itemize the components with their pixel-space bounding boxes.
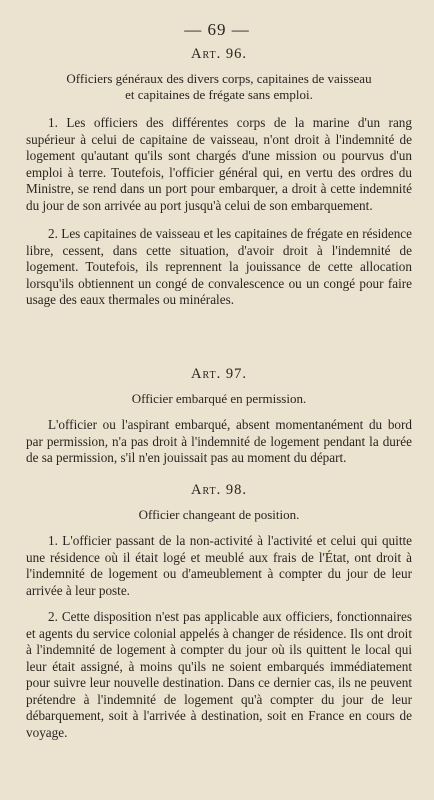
- article-subtitle: [26, 391, 412, 407]
- page-number: — 69 —: [184, 20, 250, 39]
- article-97: [26, 366, 412, 467]
- article-subtitle: [26, 71, 412, 103]
- article-paragraph: L'officier ou l'aspirant embarqué, absent momentanément du bord par permission, n'a pas droit à l'indemnité de logement pendant la durée de sa permission, s'il n'en jouissait pas au moment du départ.: [26, 417, 412, 465]
- subtitle-line: Officier changeant de position.: [138, 507, 300, 522]
- article-98: [26, 482, 412, 741]
- article-paragraph: 2. Cette disposition n'est pas applicable aux officiers, fonctionnaires et agents du service colonial appelés à changer de résidence. Ils ont droit à l'indemnité de logement à compter du jour où ils quittent le local qui leur était assigné, à moins qu'ils ne soient embarqués immédiatement pour suivre leur nouvelle destination. Dans ce dernier cas, ils ne peuvent prétendre à l'indemnité de logement qu'à compter du jour de leur débarquement, soit à l'arrivée à destination, soit en France en cours de voyage.: [26, 609, 412, 740]
- article-heading: Art. 98.: [190, 482, 248, 498]
- article-paragraph: 2. Les capitaines de vaisseau et les capitaines de frégate en résidence libre, cessent, dans cette situation, d'avoir droit à l'indemnité de logement. Toutefois, ils reprennent la jouissance de cette allocation lorsqu'ils obtiennent un congé de convalescence ou un congé pour faire usage des eaux thermales ou minérales.: [26, 226, 412, 307]
- subtitle-line: et capitaines de frégate sans emploi.: [125, 87, 313, 102]
- article-heading: Art. 96.: [190, 46, 248, 62]
- article-paragraph: 1. Les officiers des différentes corps de la marine d'un rang supérieur à celui de capitaine de vaisseau, n'ont droit à l'indemnité de logement qu'autant qu'ils sont chargés d'une mission ou pourvus d'un emploi à terre. Toutefois, l'officier général qui, en vertu des ordres du Ministre, se rend dans un port pour embarquer, a droit à cette indemnité du jour de son arrivée au port jusqu'à celui de son embarquement.: [26, 115, 412, 213]
- article-96: [26, 46, 412, 309]
- subtitle-line: Officiers généraux des divers corps, capitaines de vaisseau: [66, 71, 372, 86]
- article-subtitle: [26, 507, 412, 523]
- article-heading: Art. 97.: [190, 366, 248, 382]
- article-paragraph: 1. L'officier passant de la non-activité à l'activité et celui qui quitte une résidence où il était logé et meublé aux frais de l'État, ont droit à l'indemnité de logement ou d'ameublement à compter du jour de leur arrivée à leur poste.: [26, 533, 412, 598]
- subtitle-line: Officier embarqué en permission.: [131, 391, 307, 406]
